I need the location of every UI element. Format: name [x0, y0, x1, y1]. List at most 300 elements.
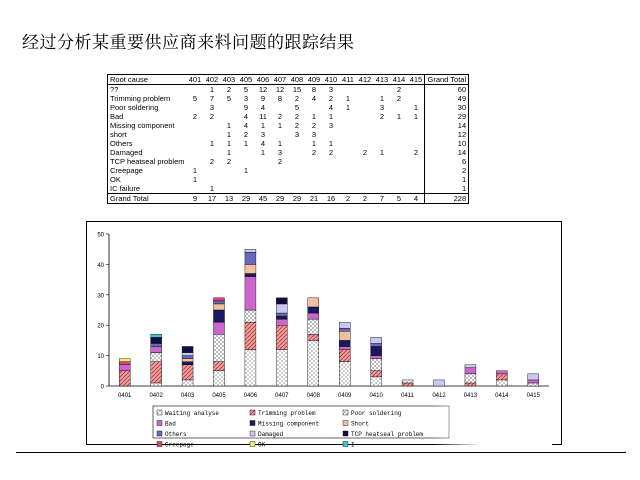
bar-segment	[371, 337, 382, 343]
table-cell: 3	[328, 121, 334, 130]
bar-segment	[402, 383, 413, 386]
bar-segment	[245, 310, 256, 322]
table-header-row	[108, 75, 469, 85]
table-cell	[288, 157, 305, 166]
table-row-total: 49	[425, 94, 469, 103]
table-cell	[339, 148, 356, 157]
table-row-total: 2	[425, 166, 469, 175]
table-cell: 1	[260, 148, 266, 157]
bar-segment	[339, 346, 350, 349]
bar-segment	[245, 350, 256, 386]
bar-segment	[402, 380, 413, 383]
table-cell: 1	[328, 139, 334, 148]
table-row-label: Damaged	[110, 148, 143, 157]
bar-segment	[182, 359, 193, 362]
table-cell: 3	[209, 103, 215, 112]
x-tick-label: 0412	[432, 393, 446, 399]
table-cell	[390, 166, 407, 175]
bar-segment	[119, 359, 130, 362]
table-cell	[373, 184, 390, 194]
table-cell: 1	[277, 121, 283, 130]
table-cell: 1	[379, 94, 385, 103]
legend-label: Others	[165, 431, 187, 438]
bar-segment	[245, 322, 256, 349]
bar-segment	[151, 343, 162, 346]
table-cell: 1	[209, 85, 215, 94]
table-cell: 8	[311, 85, 317, 94]
table-cell	[407, 175, 425, 184]
table-row-label: TCP heatseal problem	[110, 157, 185, 166]
table-cell	[373, 175, 390, 184]
table-row-total: 14	[425, 148, 469, 157]
table-cell	[356, 184, 373, 194]
table-cell: 3	[294, 130, 300, 139]
table-cell: 1	[226, 148, 232, 157]
table-cell: 1	[243, 166, 249, 175]
table-cell: 3	[243, 94, 249, 103]
table-cell	[186, 103, 203, 112]
table-cell: 1	[277, 139, 283, 148]
table-cell	[356, 157, 373, 166]
table-cell: 4	[243, 112, 249, 121]
table-total-cell: 2	[356, 194, 373, 204]
table-col-header: 406	[254, 75, 271, 85]
y-tick-label: 20	[97, 323, 104, 330]
table-cell: 1	[328, 112, 334, 121]
table-row	[108, 85, 469, 95]
table-cell	[186, 139, 203, 148]
bar-segment	[151, 353, 162, 362]
bar-segment	[308, 307, 319, 313]
table-col-header: 412	[356, 75, 373, 85]
bar-segment	[496, 380, 507, 386]
table-cell: 4	[260, 139, 266, 148]
x-tick-label: 0406	[243, 393, 258, 399]
table-cell: 2	[311, 148, 317, 157]
table-row	[108, 121, 469, 130]
table-cell: 1	[345, 94, 351, 103]
table-row	[108, 166, 469, 175]
bar-segment	[245, 249, 256, 252]
table-cell	[373, 130, 390, 139]
table-cell	[203, 121, 220, 130]
table-total-cell: 29	[271, 194, 288, 204]
table-row	[108, 184, 469, 194]
bar-segment	[214, 304, 225, 310]
bar-segment	[371, 356, 382, 359]
y-tick-label: 30	[97, 293, 104, 300]
table-total-cell: 13	[220, 194, 237, 204]
table-cell	[288, 139, 305, 148]
table-cell	[186, 121, 203, 130]
bar-segment	[465, 383, 476, 386]
table-cell: 9	[260, 94, 266, 103]
legend-label: OK	[258, 441, 266, 449]
table-cell	[203, 175, 220, 184]
bar-segment	[339, 328, 350, 331]
table-cell	[186, 157, 203, 166]
table-row	[108, 103, 469, 112]
bar-segment	[496, 374, 507, 380]
table-cell: 12	[258, 85, 268, 94]
bar-segment	[371, 377, 382, 386]
table-cell: 1	[209, 184, 215, 193]
table-cell	[305, 166, 322, 175]
legend-label: Trimming problem	[258, 410, 316, 417]
bar-segment	[245, 264, 256, 273]
bar-segment	[245, 277, 256, 310]
table-cell	[407, 139, 425, 148]
legend-swatch	[343, 410, 348, 415]
bar-segment	[496, 371, 507, 374]
x-tick-label: 0407	[275, 393, 289, 399]
bar-segment	[276, 316, 287, 319]
legend-label: TCP heatseal problem	[351, 431, 424, 438]
table-cell	[271, 166, 288, 175]
table-row-label: Poor soldering	[110, 103, 159, 112]
legend-swatch	[250, 431, 255, 436]
table-cell	[186, 184, 203, 194]
table-cell	[322, 175, 339, 184]
table-cell	[407, 166, 425, 175]
legend-label: Creepage	[165, 441, 194, 449]
table-cell	[322, 184, 339, 194]
table-cell: 5	[243, 85, 249, 94]
table-total-label: Grand Total	[108, 194, 187, 204]
table-cell	[322, 157, 339, 166]
table-cell: 2	[277, 157, 283, 166]
y-tick-label: 10	[97, 354, 104, 361]
table-col-header: 414	[390, 75, 407, 85]
table-cell	[356, 130, 373, 139]
table-cell: 4	[328, 103, 334, 112]
table-row	[108, 94, 469, 103]
legend-swatch	[250, 442, 255, 447]
bar-segment	[214, 362, 225, 371]
bar-segment	[276, 319, 287, 325]
table-cell: 5	[226, 94, 232, 103]
table-cell: 1	[413, 103, 419, 112]
bar-segment	[308, 340, 319, 386]
bar-segment	[339, 331, 350, 340]
table-row	[108, 112, 469, 121]
table-col-header: 408	[288, 75, 305, 85]
table-cell: 1	[311, 139, 317, 148]
table-total-cell: 29	[288, 194, 305, 204]
legend-swatch	[157, 442, 162, 447]
table-cell	[373, 166, 390, 175]
table-total-cell: 17	[203, 194, 220, 204]
table-row-total: 10	[425, 139, 469, 148]
table-cell: 2	[396, 85, 402, 94]
table-cell: 2	[328, 148, 334, 157]
table-cell	[288, 175, 305, 184]
table-cell: 1	[226, 139, 232, 148]
table-cell	[305, 175, 322, 184]
bar-segment	[214, 298, 225, 301]
glare-overlay	[432, 402, 552, 448]
bar-segment	[528, 374, 539, 380]
table-row-label: Missing component	[110, 121, 175, 130]
table-body	[108, 85, 469, 204]
table-total-cell: 45	[254, 194, 271, 204]
table-row-label: Bad	[110, 112, 124, 121]
table-cell	[373, 157, 390, 166]
bar-segment	[245, 274, 256, 277]
table-cell: 4	[260, 103, 266, 112]
y-tick-label: 0	[100, 384, 104, 391]
table-total-cell: 5	[390, 194, 407, 204]
table-total-row	[108, 194, 469, 204]
table-cell: 2	[294, 94, 300, 103]
table-row-label: Others	[110, 139, 133, 148]
table-cell: 1	[379, 148, 385, 157]
bar-segment	[308, 313, 319, 319]
table-total-cell: 4	[407, 194, 425, 204]
table-cell: 2	[277, 112, 283, 121]
table-cell	[271, 184, 288, 194]
table-cell: 1	[311, 112, 317, 121]
bar-segment	[214, 322, 225, 334]
x-tick-label: 0402	[149, 393, 163, 399]
table-cell: 11	[259, 112, 267, 121]
bar-segment	[182, 362, 193, 365]
table-cell	[203, 148, 220, 157]
bar-segment	[371, 359, 382, 371]
table-cell	[356, 139, 373, 148]
table-cell: 3	[311, 130, 317, 139]
table-cell	[339, 184, 356, 194]
bar-segment	[465, 365, 476, 368]
table-cell	[339, 112, 356, 121]
legend-swatch	[250, 421, 255, 426]
table-total-cell: 7	[373, 194, 390, 204]
bar-segment	[119, 362, 130, 365]
table-cell	[356, 94, 373, 103]
legend-swatch	[343, 421, 348, 426]
bar-segment	[119, 371, 130, 386]
legend-label: I	[351, 441, 355, 449]
bar-segment	[339, 362, 350, 386]
bar-segment	[245, 252, 256, 264]
table-cell	[390, 130, 407, 139]
table-cell: 1	[345, 103, 351, 112]
legend-swatch	[343, 431, 348, 436]
legend-label: Poor soldering	[351, 410, 402, 417]
table-cell: 2	[243, 130, 249, 139]
table-cell	[339, 175, 356, 184]
table-cell	[407, 184, 425, 194]
table-cell	[339, 121, 356, 130]
table-row	[108, 130, 469, 139]
table-row-total: 30	[425, 103, 469, 112]
bar-segment	[276, 350, 287, 386]
table-cell	[373, 139, 390, 148]
table-total-cell: 21	[305, 194, 322, 204]
table-cell	[220, 184, 237, 194]
table-cell: 5	[192, 94, 198, 103]
table-cell: 2	[226, 157, 232, 166]
bar-segment	[276, 298, 287, 304]
table-row-label: short	[110, 130, 127, 139]
y-tick-label: 40	[97, 262, 104, 269]
table-cell	[356, 166, 373, 175]
table-cell: 1	[192, 166, 198, 175]
legend-label: Waiting analyse	[165, 410, 220, 417]
table-cell	[237, 157, 254, 166]
table-cell: 2	[311, 121, 317, 130]
table-cell	[254, 184, 271, 194]
table-cell	[254, 157, 271, 166]
table-cell	[220, 112, 237, 121]
bar-segment	[214, 334, 225, 361]
table-cell: 9	[243, 103, 249, 112]
table-header-grand-total: Grand Total	[425, 75, 469, 85]
table-cell	[339, 85, 356, 95]
table-cell: 7	[209, 94, 215, 103]
table-cell	[373, 121, 390, 130]
table-cell: 1	[209, 139, 215, 148]
bar-segment	[528, 383, 539, 386]
table-total-cell: 2	[339, 194, 356, 204]
table-cell	[373, 85, 390, 95]
table-cell	[203, 130, 220, 139]
bar-segment	[214, 301, 225, 304]
table-cell: 1	[243, 139, 249, 148]
table-grand-total: 228	[425, 194, 469, 204]
table-cell	[322, 130, 339, 139]
bar-segment	[308, 298, 319, 307]
bar-segment	[182, 353, 193, 356]
bar-segment	[151, 334, 162, 337]
table-cell	[339, 166, 356, 175]
table-cell	[288, 148, 305, 157]
bar-segment	[182, 356, 193, 359]
table-cell	[220, 175, 237, 184]
table-row-total: 60	[425, 85, 469, 95]
bar-segment	[151, 337, 162, 343]
table-cell: 2	[413, 148, 419, 157]
table-row-label: OK	[110, 175, 121, 184]
table-col-header: 403	[220, 75, 237, 85]
table-cell: 2	[379, 112, 385, 121]
table-cell	[390, 139, 407, 148]
table-cell	[305, 103, 322, 112]
table-cell	[339, 139, 356, 148]
bar-segment	[434, 380, 445, 386]
legend-swatch	[343, 442, 348, 447]
x-tick-label: 0408	[306, 393, 320, 399]
table-row	[108, 157, 469, 166]
table-row-total: 29	[425, 112, 469, 121]
table-row-label: IC failure	[110, 184, 141, 193]
legend-label: Bad	[165, 420, 176, 428]
table-total-cell: 16	[322, 194, 339, 204]
x-tick-label: 0415	[526, 393, 540, 399]
table-cell: 2	[294, 112, 300, 121]
bar-segment	[528, 380, 539, 383]
table-row	[108, 175, 469, 184]
table-cell	[305, 184, 322, 194]
table-col-header: 407	[271, 75, 288, 85]
bar-segment	[151, 362, 162, 383]
table-cell	[254, 166, 271, 175]
x-tick-label: 0411	[401, 393, 415, 399]
table-cell: 3	[379, 103, 385, 112]
table-cell: 2	[209, 157, 215, 166]
legend-label: Short	[351, 420, 370, 428]
table-row-label: ??	[110, 85, 119, 94]
bar-segment	[465, 374, 476, 383]
table-cell	[390, 121, 407, 130]
bar-segment	[276, 313, 287, 316]
table-cell	[356, 121, 373, 130]
bottom-divider	[16, 452, 626, 453]
bar-segment	[465, 368, 476, 374]
table-cell	[271, 175, 288, 184]
bar-segment	[276, 325, 287, 349]
table-cell	[407, 157, 425, 166]
table-row-total: 1	[425, 184, 469, 194]
table-cell: 2	[294, 121, 300, 130]
table-row-total: 14	[425, 121, 469, 130]
x-tick-label: 0414	[495, 393, 509, 399]
bar-segment	[339, 322, 350, 328]
x-tick-label: 0405	[212, 393, 226, 399]
table-col-header: 411	[339, 75, 356, 85]
table-cell	[339, 130, 356, 139]
table-cell	[390, 148, 407, 157]
table-cell	[288, 184, 305, 194]
table-col-header: 413	[373, 75, 390, 85]
table-cell	[390, 103, 407, 112]
table-cell	[305, 157, 322, 166]
table-row-label: Creepage	[110, 166, 143, 175]
table-cell	[237, 148, 254, 157]
table-cell: 2	[209, 112, 215, 121]
bar-segment	[182, 346, 193, 352]
bar-segment	[371, 346, 382, 355]
table-cell	[407, 121, 425, 130]
table-cell: 4	[243, 121, 249, 130]
legend-swatch	[157, 410, 162, 415]
x-tick-label: 0403	[180, 393, 195, 399]
table-cell: 1	[226, 130, 232, 139]
table-cell: 2	[396, 94, 402, 103]
table-row-total: 1	[425, 175, 469, 184]
table-cell	[356, 85, 373, 95]
table-col-header: 409	[305, 75, 322, 85]
legend-label: Damaged	[258, 431, 284, 438]
table-cell: 2	[328, 94, 334, 103]
bar-segment	[371, 371, 382, 377]
table-cell	[407, 85, 425, 95]
table-cell: 3	[328, 85, 334, 94]
bar-segment	[308, 334, 319, 340]
bar-segment	[182, 380, 193, 386]
table-row	[108, 148, 469, 157]
table-col-header: 402	[203, 75, 220, 85]
table-cell: 5	[294, 103, 300, 112]
table-cell	[407, 94, 425, 103]
table-cell: 1	[396, 112, 402, 121]
bar-segment	[151, 346, 162, 352]
table-cell	[356, 103, 373, 112]
table-cell: 1	[413, 112, 419, 121]
table-cell	[186, 130, 203, 139]
table-cell: 2	[362, 148, 368, 157]
table-cell: 2	[192, 112, 198, 121]
